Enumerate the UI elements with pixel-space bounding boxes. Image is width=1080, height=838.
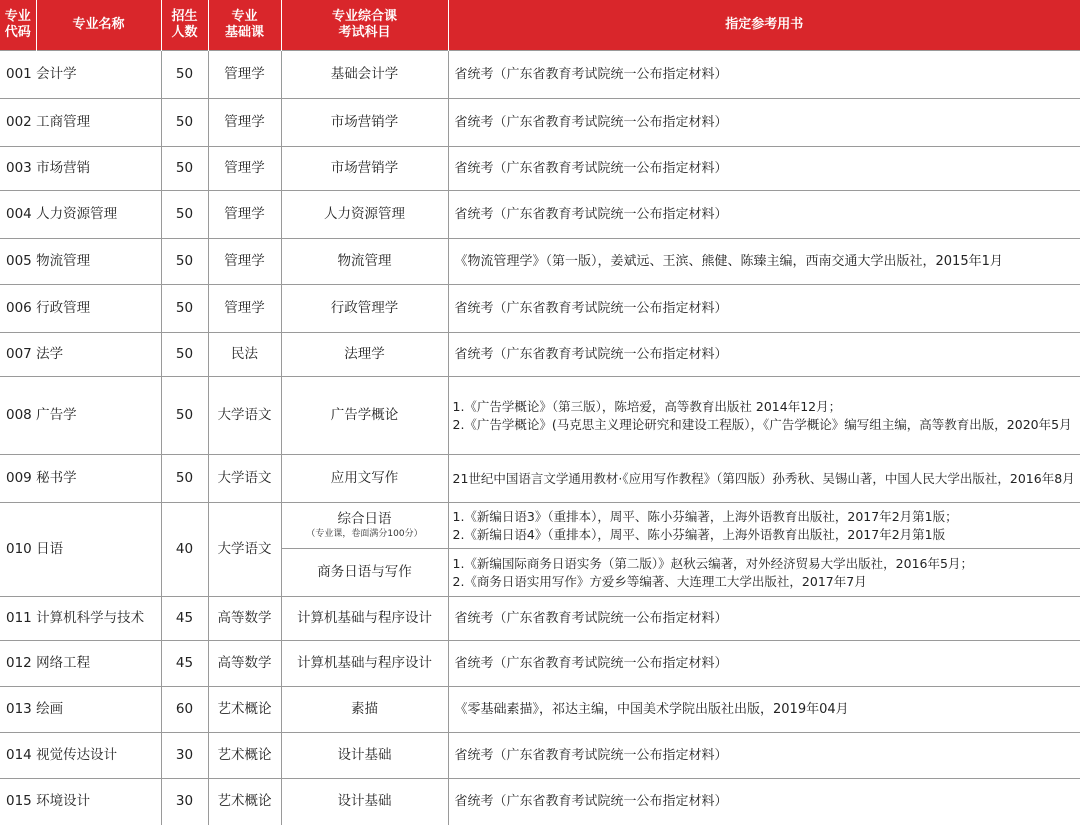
reference-book: 省统考（广东省教育考试院统一公布指定材料） [448,191,1080,239]
header-books: 指定参考用书 [448,0,1080,51]
table-row [0,377,1080,455]
quota: 50 [161,333,208,377]
exam-subject-name: 综合日语 [337,510,392,527]
basic-course: 艺术概论 [208,733,281,779]
exam-subject: 素描 [281,687,448,733]
quota: 60 [161,687,208,733]
quota: 50 [161,147,208,191]
major-code: 012 [6,655,32,671]
major-name: 人力资源管理 [36,206,118,222]
exam-subject [281,503,448,549]
major-code-name [0,779,161,825]
table-row [0,687,1080,733]
major-code: 015 [6,793,32,810]
basic-course: 管理学 [208,239,281,285]
major-name: 市场营销 [36,160,91,176]
quota: 40 [161,503,208,597]
exam-subject: 人力资源管理 [281,191,448,239]
basic-course: 高等数学 [208,641,281,687]
quota: 50 [161,239,208,285]
basic-course: 管理学 [208,147,281,191]
table-row [0,333,1080,377]
major-name: 网络工程 [36,655,91,671]
exam-subject: 应用文写作 [281,455,448,503]
quota: 50 [161,51,208,99]
reference-book [448,503,1080,549]
major-name: 会计学 [36,66,77,82]
table-row [0,147,1080,191]
major-code: 004 [6,206,32,222]
exam-subject: 广告学概论 [281,377,448,455]
reference-book: 省统考（广东省教育考试院统一公布指定材料） [448,51,1080,99]
reference-book: 省统考（广东省教育考试院统一公布指定材料） [448,641,1080,687]
major-code-name [0,733,161,779]
major-code-name [0,191,161,239]
exam-subject: 市场营销学 [281,99,448,147]
table-row [0,285,1080,333]
exam-subject: 商务日语与写作 [281,549,448,597]
exam-note: （专业课，卷面满分100分） [306,528,423,539]
major-code-name [0,455,161,503]
basic-course: 管理学 [208,191,281,239]
quota: 50 [161,455,208,503]
table-row [0,597,1080,641]
reference-book [448,549,1080,597]
quota: 45 [161,597,208,641]
major-code-name [0,641,161,687]
exam-subject: 设计基础 [281,779,448,825]
exam-subject: 行政管理学 [281,285,448,333]
major-code: 009 [6,470,32,486]
book-item: 1.《广告学概论》（第三版），陈培爱，高等教育出版社 2014年12月； [452,398,842,414]
major-code: 014 [6,747,32,763]
major-code: 007 [6,346,32,362]
major-name: 计算机科学与技术 [36,610,145,626]
reference-book: 省统考（广东省教育考试院统一公布指定材料） [448,597,1080,641]
major-code-name [0,99,161,147]
reference-book [448,377,1080,455]
major-code-name [0,51,161,99]
reference-book: 省统考（广东省教育考试院统一公布指定材料） [448,333,1080,377]
major-name: 物流管理 [36,253,91,269]
exam-subject: 基础会计学 [281,51,448,99]
major-name: 日语 [36,541,64,557]
reference-book: 省统考（广东省教育考试院统一公布指定材料） [448,733,1080,779]
basic-course: 艺术概论 [208,687,281,733]
basic-course: 大学语文 [208,503,281,597]
major-name: 视觉传达设计 [36,747,118,763]
book-item: 2.《商务日语实用写作》方爱乡等编著、大连理工大学出版社，2017年7月 [452,573,867,589]
header-basic: 专业 基础课 [208,0,281,51]
major-code-name [0,239,161,285]
basic-course: 民法 [208,333,281,377]
major-code-name [0,377,161,455]
quota: 50 [161,285,208,333]
header-exam: 专业综合课 考试科目 [281,0,448,51]
major-name: 工商管理 [36,114,91,130]
reference-book: 省统考（广东省教育考试院统一公布指定材料） [448,285,1080,333]
book-item: 2.《广告学概论》(马克思主义理论研究和建设工程版），《广告学概论》编写组主编，高等教育出版，2020年5月 [452,416,1072,432]
quota: 30 [161,733,208,779]
exam-subject: 计算机基础与程序设计 [281,597,448,641]
reference-book: 省统考（广东省教育考试院统一公布指定材料） [448,99,1080,147]
basic-course: 管理学 [208,51,281,99]
book-item: 1.《新编国际商务日语实务（第二版）》赵秋云编著，对外经济贸易大学出版社，2016年5月； [452,555,973,571]
major-code: 010 [6,541,32,557]
major-name: 广告学 [36,407,77,423]
table-row [0,641,1080,687]
basic-course: 高等数学 [208,597,281,641]
exam-subject: 市场营销学 [281,147,448,191]
exam-subject: 法理学 [281,333,448,377]
book-item: 1.《新编日语3》（重排本），周平、陈小芬编著，上海外语教育出版社，2017年2月第1版； [452,508,958,524]
reference-book: 省统考（广东省教育考试院统一公布指定材料） [448,147,1080,191]
major-code: 002 [6,114,32,130]
basic-course: 艺术概论 [208,779,281,825]
major-code-name [0,597,161,641]
quota: 30 [161,779,208,825]
major-code-name [0,503,161,597]
basic-course: 管理学 [208,285,281,333]
reference-book: 《物流管理学》（第一版），姜斌远、王滨、熊健、陈臻主编，西南交通大学出版社，2015年1月 [448,239,1080,285]
major-code-name [0,285,161,333]
major-code-name [0,333,161,377]
major-name: 法学 [36,346,64,362]
table-row [0,779,1080,825]
major-code-name [0,147,161,191]
major-code: 001 [6,66,32,82]
major-name: 行政管理 [36,300,91,316]
table-row [0,239,1080,285]
table-row [0,191,1080,239]
header-name: 专业名称 [36,0,161,51]
reference-book: 21世纪中国语言文学通用教材·《应用写作教程》（第四版）孙秀秋、吴锡山著，中国人民大学出版社，2016年8月 [448,455,1080,503]
quota: 50 [161,377,208,455]
table-row [0,503,1080,549]
major-name: 绘画 [36,701,64,717]
table-header [0,0,1080,51]
exam-subject: 物流管理 [281,239,448,285]
major-code: 006 [6,300,32,316]
table-row [0,99,1080,147]
exam-subject: 设计基础 [281,733,448,779]
table-row [0,455,1080,503]
reference-book: 省统考（广东省教育考试院统一公布指定材料） [448,779,1080,825]
basic-course: 大学语文 [208,455,281,503]
header-code: 专业 代码 [0,0,36,51]
major-code: 011 [6,610,32,626]
major-name: 环境设计 [36,793,91,810]
reference-book: 《零基础素描》，祁达主编，中国美术学院出版社出版，2019年04月 [448,687,1080,733]
major-code: 008 [6,407,32,423]
major-code: 003 [6,160,32,176]
major-code: 005 [6,253,32,269]
book-item: 2.《新编日语4》（重排本），周平、陈小芬编著，上海外语教育出版社，2017年2月第1版 [452,526,946,542]
quota: 50 [161,99,208,147]
table-row [0,51,1080,99]
major-code: 013 [6,701,32,717]
table-row [0,733,1080,779]
quota: 50 [161,191,208,239]
basic-course: 管理学 [208,99,281,147]
header-quota: 招生 人数 [161,0,208,51]
basic-course: 大学语文 [208,377,281,455]
exam-subject: 计算机基础与程序设计 [281,641,448,687]
quota: 45 [161,641,208,687]
major-code-name [0,687,161,733]
major-name: 秘书学 [36,470,77,486]
